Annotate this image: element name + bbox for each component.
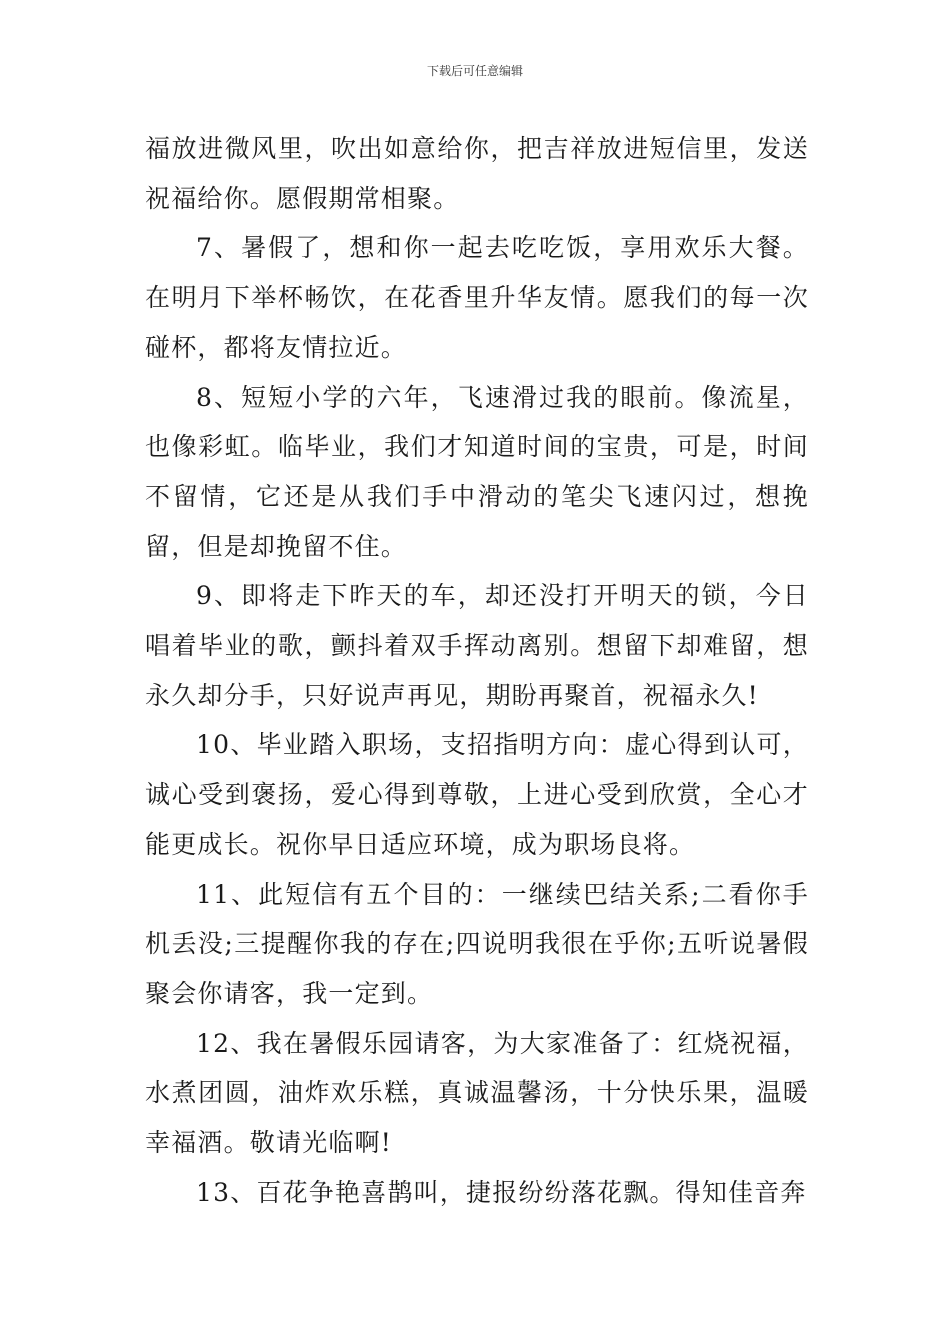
page-header: 下载后可任意编辑 (426, 64, 523, 78)
paragraph-item-11: 11、此短信有五个目的：一继续巴结关系;二看你手机丢没;三提醒你我的存在;四说明我很在乎你;五听说暑假聚会你请客，我一定到。 (145, 879, 809, 1008)
paragraph-item-8: 8、短短小学的六年，飞速滑过我的眼前。像流星，也像彩虹。临毕业，我们才知道时间的宝贵，可是，时间不留情，它还是从我们手中滑动的笔尖飞速闪过，想挽留，但是却挽留不住。 (145, 382, 809, 561)
paragraph-item-9: 9、即将走下昨天的车，却还没打开明天的锁，今日唱着毕业的歌，颤抖着双手挥动离别。想留下却难留，想永久却分手，只好说声再见，期盼再聚首，祝福永久! (145, 581, 809, 710)
paragraph-item-12: 12、我在暑假乐园请客，为大家准备了：红烧祝福，水煮团圆，油炸欢乐糕，真诚温馨汤，十分快乐果，温暖幸福酒。敬请光临啊! (145, 1028, 809, 1158)
paragraph-item-7: 7、暑假了，想和你一起去吃吃饭，享用欢乐大餐。在明月下举杯畅饮，在花香里升华友情。愿我们的每一次碰杯，都将友情拉近。 (145, 233, 809, 362)
document-body (145, 124, 809, 1217)
paragraph-item-10: 10、毕业踏入职场，支招指明方向：虚心得到认可，诚心受到褒扬，爱心得到尊敬，上进心受到欣赏，全心才能更成长。祝你早日适应环境，成为职场良将。 (145, 730, 809, 859)
paragraph-continuation: 福放进微风里，吹出如意给你，把吉祥放进短信里，发送祝福给你。愿假期常相聚。 (145, 134, 809, 213)
paragraph-item-13: 13、百花争艳喜鹊叫，捷报纷纷落花飘。得知佳音奔 (196, 1177, 807, 1207)
